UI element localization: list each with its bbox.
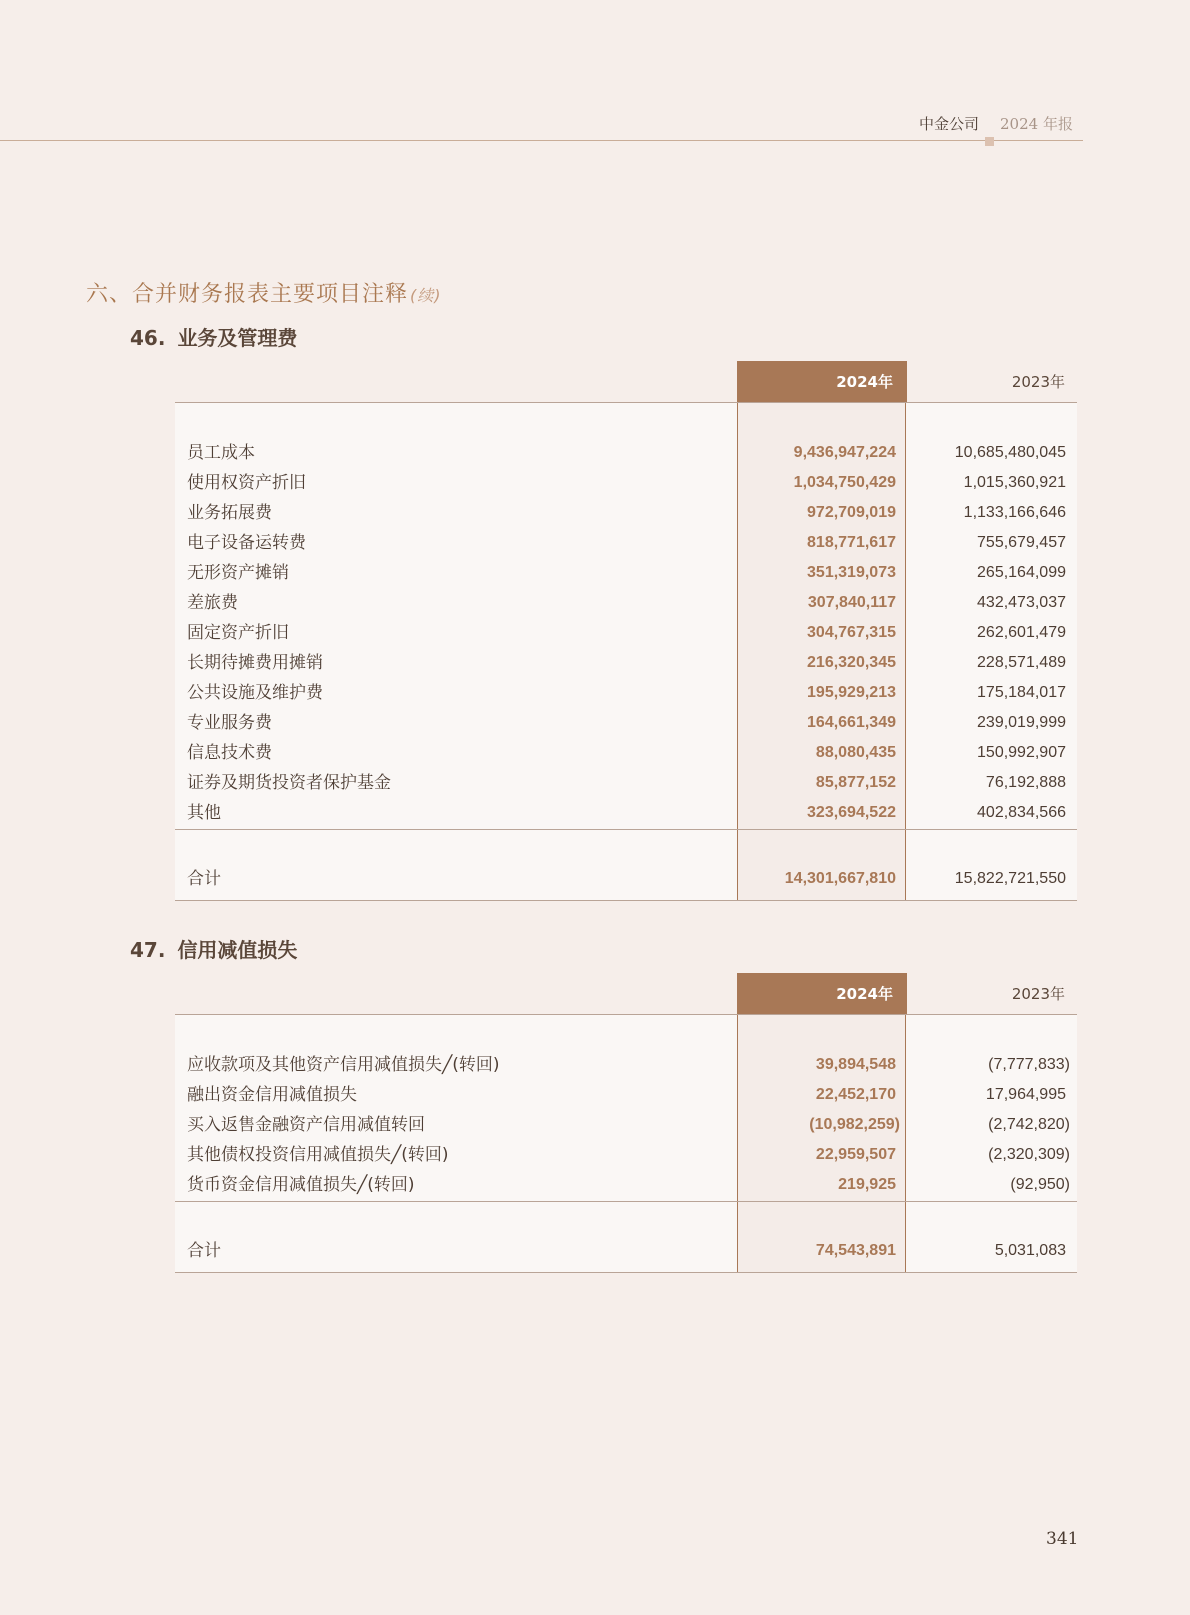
section-title-text: 六、合并财务报表主要项目注释 bbox=[86, 282, 409, 307]
row-label: 信息技术费 bbox=[187, 743, 272, 763]
note46-total-2024: 14,301,667,810 bbox=[784, 870, 896, 887]
table-row bbox=[175, 768, 1077, 798]
row-label: 货币资金信用减值损失╱(转回) bbox=[187, 1175, 415, 1195]
section-title bbox=[86, 277, 442, 308]
note47-subtotal-rule bbox=[175, 1201, 1077, 1202]
note46-total-2023: 15,822,721,550 bbox=[954, 870, 1066, 887]
row-value-2024: 972,709,019 bbox=[807, 504, 896, 521]
row-value-2023: (2,742,820) bbox=[988, 1116, 1070, 1133]
row-label: 其他债权投资信用减值损失╱(转回) bbox=[187, 1145, 449, 1165]
table-row bbox=[175, 738, 1077, 768]
table-row bbox=[175, 1140, 1077, 1170]
note47-col-2023: 2023年 bbox=[1011, 985, 1065, 1003]
note47-title-text: 信用减值损失 bbox=[177, 938, 298, 962]
table-row bbox=[175, 1170, 1077, 1200]
table-row bbox=[175, 708, 1077, 738]
table-row bbox=[175, 468, 1077, 498]
table-row bbox=[175, 588, 1077, 618]
row-value-2024: 216,320,345 bbox=[807, 654, 896, 671]
row-value-2024: 9,436,947,224 bbox=[793, 444, 896, 461]
row-value-2024: 39,894,548 bbox=[815, 1056, 896, 1073]
note47-col-2024: 2024年 bbox=[737, 973, 907, 1015]
row-label: 应收款项及其他资产信用减值损失╱(转回) bbox=[187, 1055, 500, 1075]
page-number: 341 bbox=[1046, 1529, 1079, 1549]
note46-subtotal-rule bbox=[175, 829, 1077, 830]
row-value-2024: 818,771,617 bbox=[807, 534, 896, 551]
note47-header-rule bbox=[175, 1014, 1077, 1015]
table-row bbox=[175, 1080, 1077, 1110]
row-value-2024: 88,080,435 bbox=[815, 744, 896, 761]
row-value-2024: 307,840,117 bbox=[807, 594, 896, 611]
table-row bbox=[175, 438, 1077, 468]
table-row bbox=[175, 1110, 1077, 1140]
note46-title bbox=[130, 322, 297, 351]
note46-number: 46. bbox=[130, 326, 166, 350]
row-value-2023: (2,320,309) bbox=[988, 1146, 1070, 1163]
row-value-2023: 239,019,999 bbox=[977, 714, 1066, 731]
row-label: 固定资产折旧 bbox=[187, 623, 289, 643]
row-label: 差旅费 bbox=[187, 593, 238, 613]
note46-total-label: 合计 bbox=[187, 869, 221, 889]
row-value-2024: 22,959,507 bbox=[815, 1146, 896, 1163]
header-company: 中金公司 bbox=[919, 115, 980, 133]
row-value-2024: 323,694,522 bbox=[807, 804, 896, 821]
row-value-2023: 76,192,888 bbox=[985, 774, 1066, 791]
row-label: 买入返售金融资产信用减值转回 bbox=[187, 1115, 425, 1135]
row-value-2024: 1,034,750,429 bbox=[793, 474, 896, 491]
table-row bbox=[175, 798, 1077, 828]
note46-col-2024: 2024年 bbox=[737, 361, 907, 403]
note47-total-label: 合计 bbox=[187, 1241, 221, 1261]
row-value-2023: 17,964,995 bbox=[985, 1086, 1066, 1103]
row-label: 专业服务费 bbox=[187, 713, 272, 733]
table-row bbox=[175, 498, 1077, 528]
row-label: 长期待摊费用摊销 bbox=[187, 653, 323, 673]
row-label: 无形资产摊销 bbox=[187, 563, 289, 583]
row-value-2023: (92,950) bbox=[1010, 1176, 1070, 1193]
table-row bbox=[175, 678, 1077, 708]
table-row bbox=[175, 648, 1077, 678]
row-label: 融出资金信用减值损失 bbox=[187, 1085, 357, 1105]
row-value-2024: (10,982,259) bbox=[809, 1116, 900, 1133]
row-value-2023: 228,571,489 bbox=[977, 654, 1066, 671]
row-label: 业务拓展费 bbox=[187, 503, 272, 523]
table-row bbox=[175, 618, 1077, 648]
row-value-2024: 195,929,213 bbox=[807, 684, 896, 701]
header-marker bbox=[985, 137, 994, 146]
row-label: 使用权资产折旧 bbox=[187, 473, 306, 493]
header-rule bbox=[0, 140, 1083, 141]
row-label: 公共设施及维护费 bbox=[187, 683, 323, 703]
row-value-2023: 265,164,099 bbox=[977, 564, 1066, 581]
row-value-2023: 10,685,480,045 bbox=[954, 444, 1066, 461]
row-value-2023: 150,992,907 bbox=[977, 744, 1066, 761]
note46-total-row bbox=[175, 864, 1077, 894]
row-value-2024: 304,767,315 bbox=[807, 624, 896, 641]
row-label: 证券及期货投资者保护基金 bbox=[187, 773, 391, 793]
row-value-2023: (7,777,833) bbox=[988, 1056, 1070, 1073]
note47-total-2024: 74,543,891 bbox=[815, 1242, 896, 1259]
note47-bottom-rule bbox=[175, 1272, 1077, 1273]
row-value-2024: 164,661,349 bbox=[807, 714, 896, 731]
row-value-2024: 22,452,170 bbox=[815, 1086, 896, 1103]
note47-number: 47. bbox=[130, 938, 166, 962]
row-value-2023: 402,834,566 bbox=[977, 804, 1066, 821]
row-label: 电子设备运转费 bbox=[187, 533, 306, 553]
note46-title-text: 业务及管理费 bbox=[177, 326, 298, 350]
row-label: 其他 bbox=[187, 803, 221, 823]
table-row bbox=[175, 1050, 1077, 1080]
row-value-2023: 432,473,037 bbox=[977, 594, 1066, 611]
note46-col-2023: 2023年 bbox=[1011, 373, 1065, 391]
row-value-2024: 85,877,152 bbox=[815, 774, 896, 791]
table-row bbox=[175, 558, 1077, 588]
row-value-2023: 1,133,166,646 bbox=[963, 504, 1066, 521]
row-value-2024: 351,319,073 bbox=[807, 564, 896, 581]
header-report: 2024 年报 bbox=[1000, 115, 1073, 133]
note46-bottom-rule bbox=[175, 900, 1077, 901]
table-row bbox=[175, 528, 1077, 558]
section-continued: (续) bbox=[410, 286, 442, 305]
row-value-2023: 175,184,017 bbox=[977, 684, 1066, 701]
row-value-2024: 219,925 bbox=[838, 1176, 896, 1193]
row-label: 员工成本 bbox=[187, 443, 255, 463]
note46-header-rule bbox=[175, 402, 1077, 403]
row-value-2023: 755,679,457 bbox=[977, 534, 1066, 551]
row-value-2023: 1,015,360,921 bbox=[963, 474, 1066, 491]
row-value-2023: 262,601,479 bbox=[977, 624, 1066, 641]
note47-total-row bbox=[175, 1236, 1077, 1266]
note47-total-2023: 5,031,083 bbox=[994, 1242, 1066, 1259]
note47-title bbox=[130, 934, 297, 963]
